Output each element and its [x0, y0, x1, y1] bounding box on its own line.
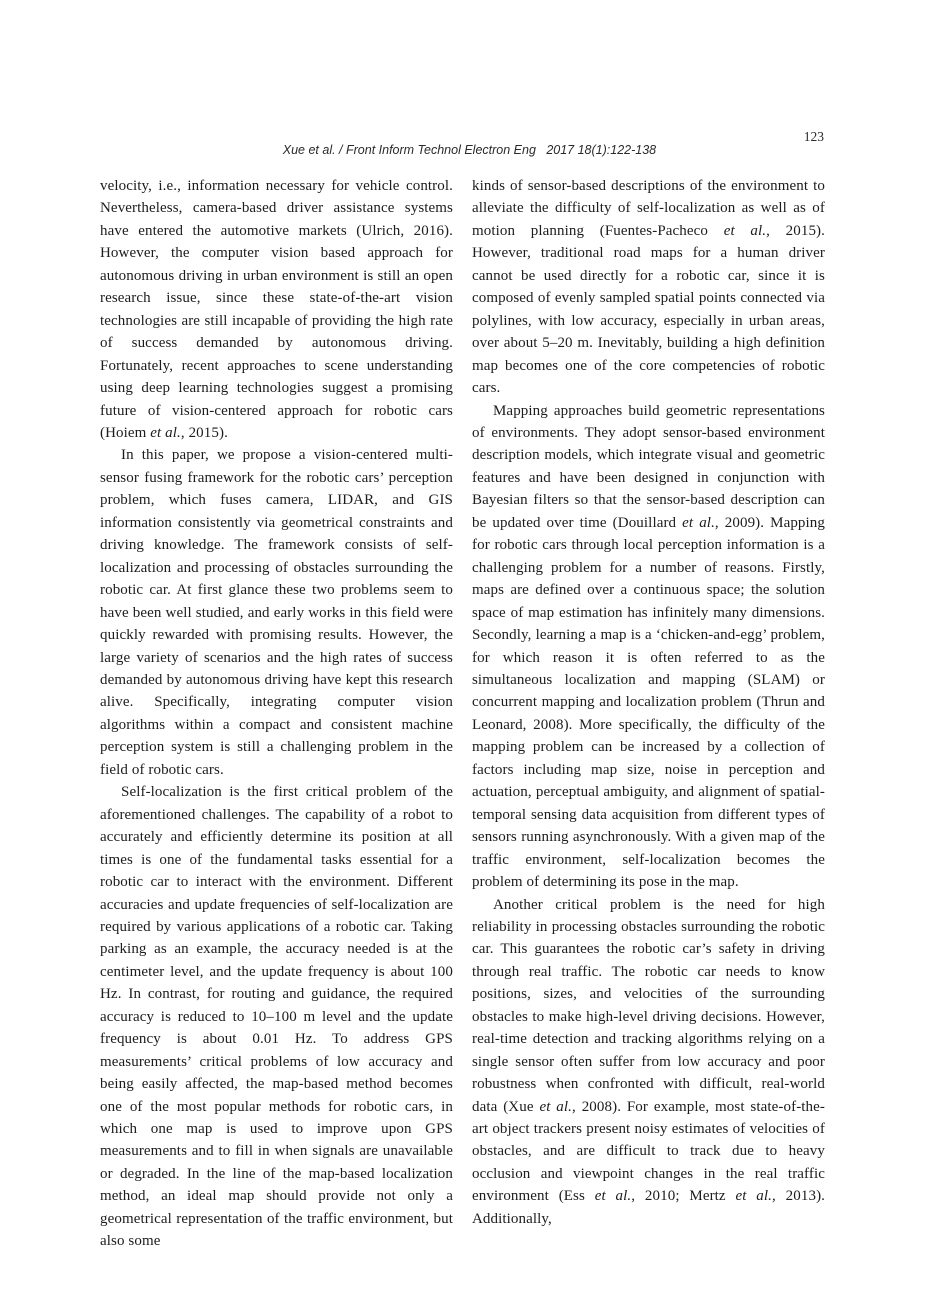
right-column — [472, 175, 825, 1253]
paragraph: velocity, i.e., information necessary for vehicle control. Nevertheless, camera-based driver assistance systems have entered the automotive markets (Ulrich, 2016). However, the computer vision based approach for autonomous driving in urban environment is still an open research issue, since these state-of-the-art vision technologies are still incapable of providing the high rate of success demanded by autonomous driving. Fortunately, recent approaches to scene understanding using deep learning technologies suggest a promising future of vision-centered approach for robotic cars (Hoiem et al., 2015). — [100, 178, 453, 441]
paragraph: Self-localization is the first critical problem of the aforementioned challenges. The capability of a robot to accurately and efficiently determine its position at all times is one of the fundamental tasks essential for a robotic car to interact with the environment. Different accuracies and update frequencies of self-localization are required by various applications of a robotic car. Taking parking as an example, the accuracy needed is at the centimeter level, and the update frequency is about 100 Hz. In contrast, for routing and guidance, the required accuracy is reduced to 10–100 m level and the update frequency is about 0.01 Hz. To address GPS measurements’ critical problems of low accuracy and being easily affected, the map-based method becomes one of the most popular methods for robotic cars, in which one map is used to improve upon GPS measurements and to fill in when signals are unavailable or degraded. In the line of the map-based localization method, an ideal map should provide not only a geometrical representation of the traffic environment, but also some — [100, 784, 453, 1250]
paragraph: Mapping approaches build geometric representations of environments. They adopt sensor-based environment description models, which integrate visual and geometric features and have been designed in conjunction with Bayesian filters so that the sensor-based description can be updated over time (Douillard et al., 2009). Mapping for robotic cars through local perception information is a challenging problem for a number of reasons. Firstly, maps are defined over a continuous space; the solution space of map estimation has infinitely many dimensions. Secondly, learning a map is a ‘chicken-and-egg’ problem, for which reason it is often referred to as the simultaneous localization and mapping (SLAM) or concurrent mapping and localization problem (Thrun and Leonard, 2008). More specifically, the difficulty of the mapping problem can be increased by a collection of factors including map size, noise in perception and actuation, perceptual ambiguity, and alignment of spatial-temporal sensing data acquisition from different types of sensors running asynchronously. With a given map of the traffic environment, self-localization becomes the problem of determining its pose in the map. — [472, 402, 825, 891]
paragraph: In this paper, we propose a vision-centered multi-sensor fusing framework for the robotic cars’ perception problem, which fuses camera, LIDAR, and GIS information consistently via geometrical constraints and driving knowledge. The framework consists of self-localization and processing of obstacles surrounding the robotic car. At first glance these two problems seem to have been well studied, and early works in this field were quickly rewarded with promising results. However, the large variety of scenarios and the high rates of success demanded by autonomous driving have kept this research alive. Specifically, integrating computer vision algorithms within a compact and consistent machine perception system is still a challenging problem in the field of robotic cars. — [100, 447, 453, 778]
paragraph: kinds of sensor-based descriptions of the environment to alleviate the difficulty of self-localization as well as of motion planning (Fuentes-Pacheco et al., 2015). However, traditional road maps for a human driver cannot be used directly for a robotic car, since it is composed of evenly sampled spatial points connected via polylines, with low accuracy, especially in urban areas, over about 5–20 m. Inevitably, building a high definition map becomes one of the core competencies of robotic cars. — [472, 178, 826, 397]
paragraph: Another critical problem is the need for high reliability in processing obstacles surrounding the robotic car. This guarantees the robotic car’s safety in driving through real traffic. The robotic car needs to know positions, sizes, and velocities of the surrounding obstacles to make high-level driving decisions. However, real-time detection and tracking algorithms relying on a single sensor often suffer from low accuracy and poor robustness when confronted with difficult, real-world data (Xue et al., 2008). For example, most state-of-the-art object trackers present noisy estimates of velocities of obstacles, and are difficult to track due to heavy occlusion and viewpoint changes in the real traffic environment (Ess et al., 2010; Mertz et al., 2013). Additionally, — [472, 896, 826, 1227]
left-column — [100, 175, 453, 1253]
two-column-body — [100, 175, 826, 1253]
page-number: 123 — [803, 129, 824, 144]
running-title: Xue et al. / Front Inform Technol Electron Eng 2017 18(1):122-138 — [282, 143, 657, 157]
